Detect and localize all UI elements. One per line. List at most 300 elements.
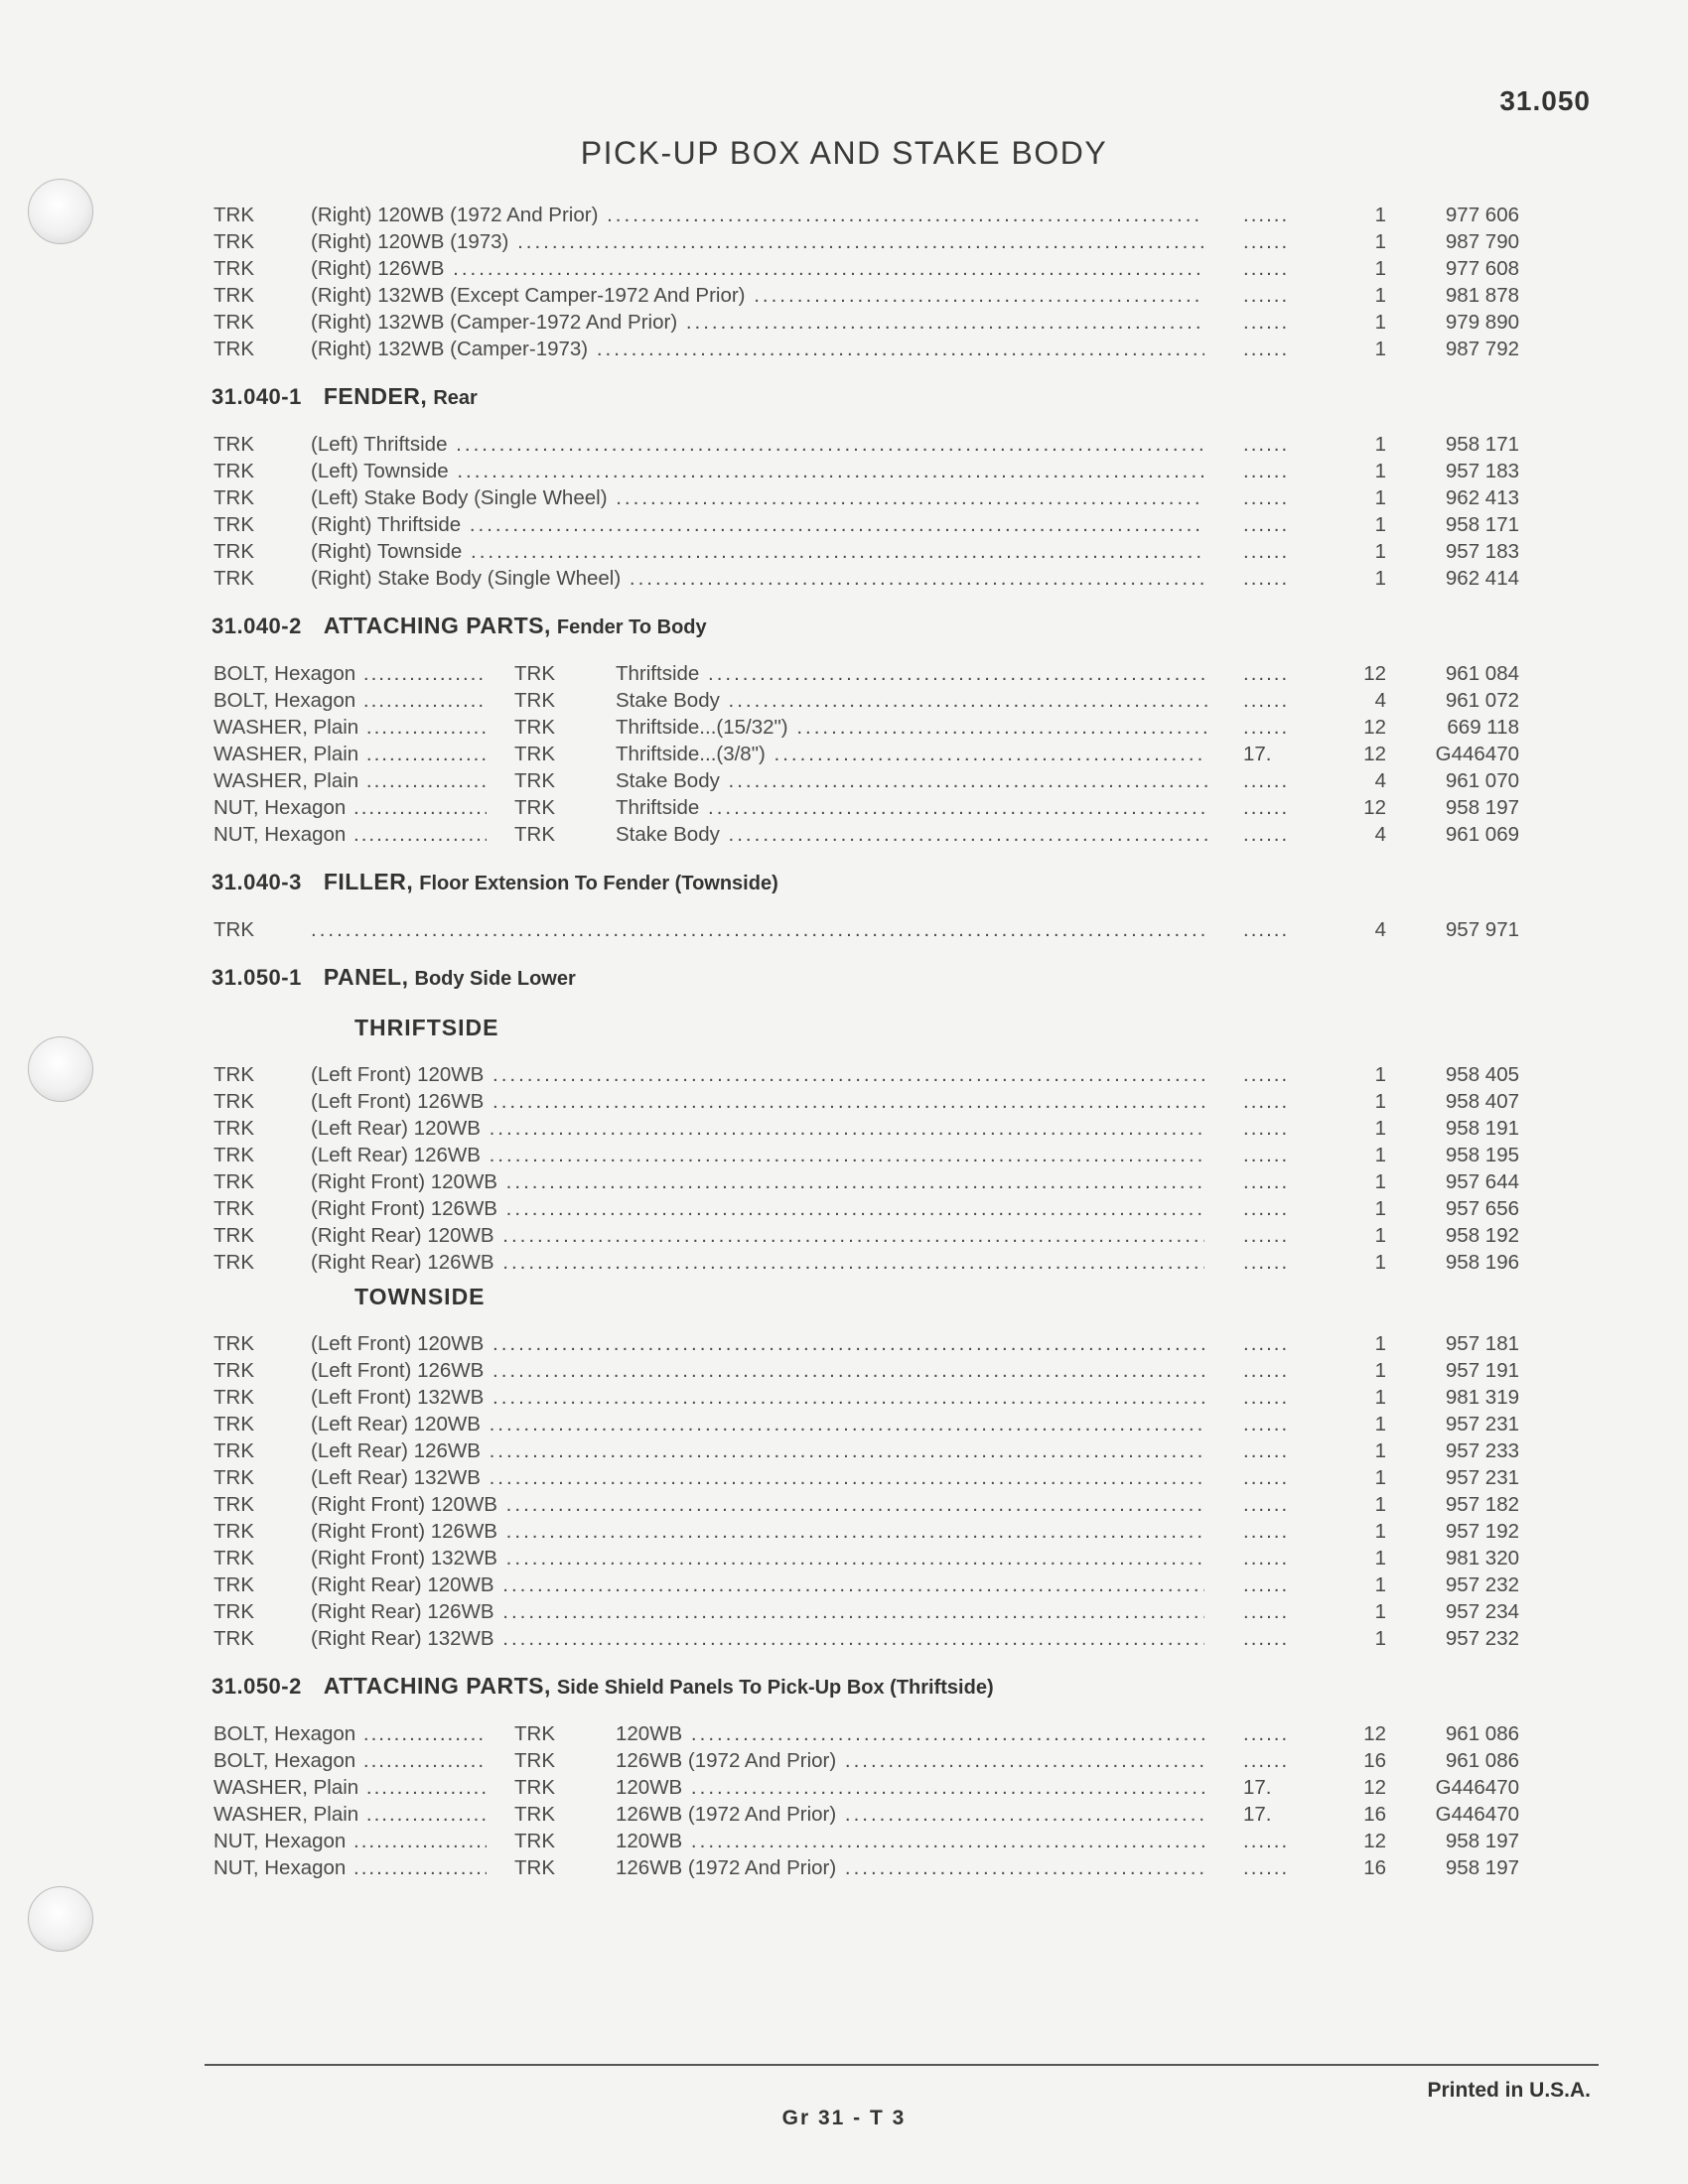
quantity: 1 xyxy=(1374,513,1386,536)
leader-dots: ...... xyxy=(1243,1090,1290,1113)
vehicle-code: TRK xyxy=(514,743,555,765)
part-row xyxy=(0,1571,1688,1598)
part-number: G446470 xyxy=(1435,743,1519,765)
part-number: G446470 xyxy=(1435,1776,1519,1799)
part-description: (Left Front) 126WB ..... xyxy=(311,1088,1204,1115)
leader-dots: ...... xyxy=(1243,1197,1290,1220)
quantity: 1 xyxy=(1374,1090,1386,1113)
leader-dots: ...... xyxy=(1243,338,1290,360)
quantity: 1 xyxy=(1374,1144,1386,1166)
quantity: 1 xyxy=(1374,1520,1386,1543)
leader-dots: ...... xyxy=(1243,513,1290,536)
leader-dots: ...... xyxy=(1243,284,1290,307)
section-heading xyxy=(211,865,778,898)
vehicle-code: TRK xyxy=(213,1332,254,1355)
leader-dots: ...... xyxy=(1243,1251,1290,1274)
vehicle-code: TRK xyxy=(514,1830,555,1852)
section-subtitle: Fender To Body xyxy=(556,616,707,638)
attaching-part-row xyxy=(0,1774,1688,1801)
part-number: 957 191 xyxy=(1445,1359,1519,1382)
quantity: 12 xyxy=(1363,716,1386,739)
part-description: (Right) 126WB ..... xyxy=(311,255,1204,282)
leader-dots: ...... xyxy=(1243,1413,1290,1435)
leader-dots: ...... xyxy=(1243,1749,1290,1772)
leader-dots: ...... xyxy=(1243,311,1290,334)
part-name: NUT, Hexagon ..... xyxy=(213,821,487,848)
quantity: 1 xyxy=(1374,1332,1386,1355)
section-heading xyxy=(211,1669,994,1703)
leader-dots: ...... xyxy=(1243,433,1290,456)
vehicle-code: TRK xyxy=(514,1856,555,1879)
part-description: (Left Rear) 120WB ..... xyxy=(311,1411,1204,1437)
part-number: 961 086 xyxy=(1445,1749,1519,1772)
part-number: 958 171 xyxy=(1445,513,1519,536)
vehicle-code: TRK xyxy=(213,204,254,226)
part-description: (Right) 120WB (1972 And Prior) ..... xyxy=(311,202,1204,228)
quantity: 1 xyxy=(1374,1413,1386,1435)
quantity: 1 xyxy=(1374,311,1386,334)
part-number: 957 181 xyxy=(1445,1332,1519,1355)
part-description: (Right Front) 126WB ..... xyxy=(311,1195,1204,1222)
attaching-part-row xyxy=(0,1828,1688,1854)
part-number: 957 231 xyxy=(1445,1413,1519,1435)
part-number: 957 192 xyxy=(1445,1520,1519,1543)
vehicle-code: TRK xyxy=(514,1776,555,1799)
leader-dots: ...... xyxy=(1243,567,1290,590)
vehicle-code: TRK xyxy=(213,1090,254,1113)
part-number: 957 231 xyxy=(1445,1466,1519,1489)
part-description: (Right Rear) 120WB ..... xyxy=(311,1222,1204,1249)
part-number: 981 320 xyxy=(1445,1547,1519,1570)
attaching-part-row xyxy=(0,741,1688,767)
leader-dots: ...... xyxy=(1243,716,1290,739)
part-row xyxy=(0,1195,1688,1222)
section-name: ATTACHING PARTS, xyxy=(323,613,551,638)
vehicle-code: TRK xyxy=(514,689,555,712)
part-number: 961 070 xyxy=(1445,769,1519,792)
quantity: 1 xyxy=(1374,1627,1386,1650)
part-number: 962 413 xyxy=(1445,486,1519,509)
leader-dots: ...... xyxy=(1243,1117,1290,1140)
reference-number: 17. xyxy=(1243,1803,1272,1826)
part-name: BOLT, Hexagon ..... xyxy=(213,1747,487,1774)
leader-dots: ...... xyxy=(1243,918,1290,941)
part-number: 958 197 xyxy=(1445,1856,1519,1879)
leader-dots: ...... xyxy=(1243,689,1290,712)
quantity: 1 xyxy=(1374,1359,1386,1382)
vehicle-code: TRK xyxy=(213,257,254,280)
part-name: NUT, Hexagon ..... xyxy=(213,1854,487,1881)
quantity: 16 xyxy=(1363,1749,1386,1772)
vehicle-code: TRK xyxy=(213,311,254,334)
part-row xyxy=(0,1168,1688,1195)
part-number: 957 183 xyxy=(1445,460,1519,482)
section-name: ATTACHING PARTS, xyxy=(323,1673,551,1699)
part-row xyxy=(0,336,1688,362)
part-row xyxy=(0,228,1688,255)
vehicle-code: TRK xyxy=(514,769,555,792)
part-description: (Left Front) 120WB ..... xyxy=(311,1061,1204,1088)
part-description: (Left Front) 126WB ..... xyxy=(311,1357,1204,1384)
page-title: PICK-UP BOX AND STAKE BODY xyxy=(580,135,1108,171)
leader-dots: ...... xyxy=(1243,1359,1290,1382)
section-name: FILLER, xyxy=(323,869,414,894)
vehicle-code: TRK xyxy=(213,338,254,360)
part-row xyxy=(0,1491,1688,1518)
part-name: WASHER, Plain ..... xyxy=(213,1801,487,1828)
quantity: 16 xyxy=(1363,1856,1386,1879)
vehicle-code: TRK xyxy=(514,823,555,846)
section-number: 31.050-1 xyxy=(211,965,302,990)
leader-dots: ...... xyxy=(1243,796,1290,819)
part-number: 957 233 xyxy=(1445,1439,1519,1462)
part-number: 987 792 xyxy=(1445,338,1519,360)
vehicle-code: TRK xyxy=(213,230,254,253)
part-description: 126WB (1972 And Prior) ..... xyxy=(616,1747,1207,1774)
part-description xyxy=(311,916,1204,943)
part-description: Stake Body ..... xyxy=(616,687,1207,714)
quantity: 1 xyxy=(1374,230,1386,253)
part-description: (Left Rear) 132WB ..... xyxy=(311,1464,1204,1491)
part-name: NUT, Hexagon ..... xyxy=(213,794,487,821)
part-number: 958 191 xyxy=(1445,1117,1519,1140)
quantity: 12 xyxy=(1363,1776,1386,1799)
quantity: 1 xyxy=(1374,284,1386,307)
vehicle-code: TRK xyxy=(213,1170,254,1193)
vehicle-code: TRK xyxy=(514,1803,555,1826)
part-number: 957 644 xyxy=(1445,1170,1519,1193)
part-description: (Right Front) 120WB ..... xyxy=(311,1168,1204,1195)
vehicle-code: TRK xyxy=(213,1627,254,1650)
vehicle-code: TRK xyxy=(213,1197,254,1220)
part-row xyxy=(0,1384,1688,1411)
part-row xyxy=(0,1518,1688,1545)
vehicle-code: TRK xyxy=(213,1600,254,1623)
part-row xyxy=(0,431,1688,458)
vehicle-code: TRK xyxy=(213,1386,254,1409)
quantity: 16 xyxy=(1363,1803,1386,1826)
section-subtitle: Body Side Lower xyxy=(414,968,576,990)
leader-dots: ...... xyxy=(1243,540,1290,563)
part-description: (Right Rear) 126WB ..... xyxy=(311,1598,1204,1625)
reference-number: 17. xyxy=(1243,743,1272,765)
part-name: BOLT, Hexagon ..... xyxy=(213,1720,487,1747)
attaching-part-row xyxy=(0,1720,1688,1747)
part-number: 958 197 xyxy=(1445,1830,1519,1852)
section-subtitle: Floor Extension To Fender (Townside) xyxy=(419,873,778,894)
part-row xyxy=(0,458,1688,484)
leader-dots: ...... xyxy=(1243,1386,1290,1409)
vehicle-code: TRK xyxy=(213,486,254,509)
part-number: 961 072 xyxy=(1445,689,1519,712)
part-number: 977 606 xyxy=(1445,204,1519,226)
part-number: 958 407 xyxy=(1445,1090,1519,1113)
quantity: 1 xyxy=(1374,1493,1386,1516)
attaching-part-row xyxy=(0,687,1688,714)
vehicle-code: TRK xyxy=(213,1520,254,1543)
quantity: 1 xyxy=(1374,1197,1386,1220)
part-description: (Left Rear) 126WB ..... xyxy=(311,1437,1204,1464)
part-description: 120WB ..... xyxy=(616,1774,1207,1801)
leader-dots: ...... xyxy=(1243,1830,1290,1852)
part-description: (Left Rear) 126WB ..... xyxy=(311,1142,1204,1168)
section-number: 31.040-3 xyxy=(211,870,302,894)
part-number: 961 069 xyxy=(1445,823,1519,846)
quantity: 4 xyxy=(1374,769,1386,792)
leader-dots: ...... xyxy=(1243,1627,1290,1650)
part-number: 957 232 xyxy=(1445,1573,1519,1596)
vehicle-code: TRK xyxy=(213,1493,254,1516)
part-description: Thriftside...(15/32") ..... xyxy=(616,714,1207,741)
part-description: (Right Rear) 132WB ..... xyxy=(311,1625,1204,1652)
part-row xyxy=(0,1330,1688,1357)
vehicle-code: TRK xyxy=(213,284,254,307)
leader-dots: ...... xyxy=(1243,1224,1290,1247)
page-number: 31.050 xyxy=(1499,85,1591,116)
leader-dots: ...... xyxy=(1243,230,1290,253)
vehicle-code: TRK xyxy=(514,716,555,739)
part-description: (Left) Townside ..... xyxy=(311,458,1204,484)
quantity: 1 xyxy=(1374,1547,1386,1570)
part-name: WASHER, Plain ..... xyxy=(213,1774,487,1801)
leader-dots: ...... xyxy=(1243,1573,1290,1596)
part-row xyxy=(0,1411,1688,1437)
attaching-part-row xyxy=(0,714,1688,741)
leader-dots: ...... xyxy=(1243,769,1290,792)
vehicle-code: TRK xyxy=(514,662,555,685)
part-number: 977 608 xyxy=(1445,257,1519,280)
vehicle-code: TRK xyxy=(213,1251,254,1274)
leader-dots: ...... xyxy=(1243,1547,1290,1570)
part-description: (Right) Stake Body (Single Wheel) ..... xyxy=(311,565,1204,592)
part-description: (Left) Thriftside ..... xyxy=(311,431,1204,458)
attaching-part-row xyxy=(0,821,1688,848)
part-row xyxy=(0,1357,1688,1384)
quantity: 1 xyxy=(1374,1063,1386,1086)
part-name: WASHER, Plain ..... xyxy=(213,741,487,767)
quantity: 12 xyxy=(1363,743,1386,765)
leader-dots: ...... xyxy=(1243,486,1290,509)
part-number: 669 118 xyxy=(1447,716,1519,739)
part-description: 126WB (1972 And Prior) ..... xyxy=(616,1801,1207,1828)
quantity: 1 xyxy=(1374,1170,1386,1193)
quantity: 1 xyxy=(1374,257,1386,280)
vehicle-code: TRK xyxy=(213,460,254,482)
part-number: 958 171 xyxy=(1445,433,1519,456)
part-row xyxy=(0,1088,1688,1115)
quantity: 1 xyxy=(1374,1466,1386,1489)
part-row xyxy=(0,511,1688,538)
vehicle-code: TRK xyxy=(213,1224,254,1247)
binder-hole xyxy=(28,1886,93,1952)
section-number: 31.040-1 xyxy=(211,384,302,409)
part-number: 958 196 xyxy=(1445,1251,1519,1274)
part-row xyxy=(0,1249,1688,1276)
part-number: 957 656 xyxy=(1445,1197,1519,1220)
part-number: 957 971 xyxy=(1445,918,1519,941)
leader-dots: ...... xyxy=(1243,1332,1290,1355)
part-description: Thriftside ..... xyxy=(616,660,1207,687)
quantity: 1 xyxy=(1374,460,1386,482)
part-number: 958 405 xyxy=(1445,1063,1519,1086)
quantity: 1 xyxy=(1374,1117,1386,1140)
part-row xyxy=(0,484,1688,511)
part-description: (Right) 132WB (Except Camper-1972 And Prior) ..... xyxy=(311,282,1204,309)
leader-dots: ...... xyxy=(1243,1439,1290,1462)
part-row xyxy=(0,1222,1688,1249)
part-description: (Right) 132WB (Camper-1973) ..... xyxy=(311,336,1204,362)
part-name: BOLT, Hexagon ..... xyxy=(213,660,487,687)
part-description: (Left Rear) 120WB ..... xyxy=(311,1115,1204,1142)
part-number: 957 232 xyxy=(1445,1627,1519,1650)
part-number: 987 790 xyxy=(1445,230,1519,253)
part-row xyxy=(0,565,1688,592)
part-description: (Right) Thriftside ..... xyxy=(311,511,1204,538)
leader-dots: ...... xyxy=(1243,1520,1290,1543)
quantity: 1 xyxy=(1374,1573,1386,1596)
part-row xyxy=(0,1437,1688,1464)
leader-dots: ...... xyxy=(1243,204,1290,226)
attaching-part-row xyxy=(0,1854,1688,1881)
quantity: 1 xyxy=(1374,486,1386,509)
section-subtitle: Side Shield Panels To Pick-Up Box (Thriftside) xyxy=(556,1677,994,1699)
quantity: 12 xyxy=(1363,1830,1386,1852)
part-number: 961 084 xyxy=(1445,662,1519,685)
part-description: Stake Body ..... xyxy=(616,767,1207,794)
vehicle-code: TRK xyxy=(213,1359,254,1382)
part-name: NUT, Hexagon ..... xyxy=(213,1828,487,1854)
vehicle-code: TRK xyxy=(514,796,555,819)
part-description: Stake Body ..... xyxy=(616,821,1207,848)
quantity: 4 xyxy=(1374,823,1386,846)
vehicle-code: TRK xyxy=(213,1439,254,1462)
part-number: 957 182 xyxy=(1445,1493,1519,1516)
part-row xyxy=(0,1464,1688,1491)
vehicle-code: TRK xyxy=(213,1573,254,1596)
leader-dots: ...... xyxy=(1243,1493,1290,1516)
section-number: 31.040-2 xyxy=(211,614,302,638)
part-number: 957 183 xyxy=(1445,540,1519,563)
part-row xyxy=(0,916,1688,943)
section-heading xyxy=(211,609,707,642)
part-description: (Right Front) 120WB ..... xyxy=(311,1491,1204,1518)
part-number: 981 319 xyxy=(1445,1386,1519,1409)
leader-dots: ...... xyxy=(1243,823,1290,846)
section-subtitle: Rear xyxy=(433,387,478,409)
leader-dots: ...... xyxy=(1243,1600,1290,1623)
quantity: 12 xyxy=(1363,1722,1386,1745)
reference-number: 17. xyxy=(1243,1776,1272,1799)
section-number: 31.050-2 xyxy=(211,1674,302,1699)
vehicle-code: TRK xyxy=(213,1144,254,1166)
section-heading xyxy=(211,379,478,413)
part-description: Thriftside ..... xyxy=(616,794,1207,821)
part-name: WASHER, Plain ..... xyxy=(213,714,487,741)
part-name: BOLT, Hexagon ..... xyxy=(213,687,487,714)
vehicle-code: TRK xyxy=(514,1749,555,1772)
quantity: 1 xyxy=(1374,433,1386,456)
part-description: 120WB ..... xyxy=(616,1828,1207,1854)
leader-dots: ...... xyxy=(1243,1856,1290,1879)
part-row xyxy=(0,538,1688,565)
vehicle-code: TRK xyxy=(213,567,254,590)
part-name: WASHER, Plain ..... xyxy=(213,767,487,794)
vehicle-code: TRK xyxy=(213,1466,254,1489)
leader-dots: ...... xyxy=(1243,1722,1290,1745)
footer-rule xyxy=(205,2064,1599,2066)
leader-dots: ...... xyxy=(1243,662,1290,685)
part-number: 957 234 xyxy=(1445,1600,1519,1623)
quantity: 1 xyxy=(1374,1600,1386,1623)
part-row xyxy=(0,1115,1688,1142)
leader-dots: ...... xyxy=(1243,1170,1290,1193)
part-number: 958 195 xyxy=(1445,1144,1519,1166)
group-heading: THRIFTSIDE xyxy=(354,1015,499,1040)
vehicle-code: TRK xyxy=(213,513,254,536)
part-number: 962 414 xyxy=(1445,567,1519,590)
quantity: 12 xyxy=(1363,662,1386,685)
vehicle-code: TRK xyxy=(213,433,254,456)
part-description: (Right Front) 132WB ..... xyxy=(311,1545,1204,1571)
vehicle-code: TRK xyxy=(213,1063,254,1086)
attaching-part-row xyxy=(0,767,1688,794)
part-description: (Left) Stake Body (Single Wheel) ..... xyxy=(311,484,1204,511)
part-description: (Left Front) 120WB ..... xyxy=(311,1330,1204,1357)
leader-dots: ...... xyxy=(1243,1144,1290,1166)
part-row xyxy=(0,1545,1688,1571)
quantity: 1 xyxy=(1374,1439,1386,1462)
group-heading: TOWNSIDE xyxy=(354,1284,486,1309)
vehicle-code: TRK xyxy=(514,1722,555,1745)
quantity: 1 xyxy=(1374,1251,1386,1274)
vehicle-code: TRK xyxy=(213,1117,254,1140)
part-row xyxy=(0,282,1688,309)
part-number: G446470 xyxy=(1435,1803,1519,1826)
vehicle-code: TRK xyxy=(213,1547,254,1570)
section-heading xyxy=(211,960,576,994)
part-description: 126WB (1972 And Prior) ..... xyxy=(616,1854,1207,1881)
quantity: 1 xyxy=(1374,567,1386,590)
attaching-part-row xyxy=(0,1801,1688,1828)
attaching-part-row xyxy=(0,660,1688,687)
quantity: 1 xyxy=(1374,338,1386,360)
quantity: 1 xyxy=(1374,204,1386,226)
part-row xyxy=(0,309,1688,336)
section-name: PANEL, xyxy=(323,964,409,990)
part-row xyxy=(0,1625,1688,1652)
leader-dots: ...... xyxy=(1243,1466,1290,1489)
leader-dots: ...... xyxy=(1243,460,1290,482)
vehicle-code: TRK xyxy=(213,918,254,941)
vehicle-code: TRK xyxy=(213,1413,254,1435)
attaching-part-row xyxy=(0,794,1688,821)
quantity: 4 xyxy=(1374,689,1386,712)
part-number: 961 086 xyxy=(1445,1722,1519,1745)
part-description: (Right Rear) 120WB ..... xyxy=(311,1571,1204,1598)
part-description: (Right Rear) 126WB ..... xyxy=(311,1249,1204,1276)
part-number: 958 192 xyxy=(1445,1224,1519,1247)
group-footer: Gr 31 - T 3 xyxy=(781,2107,907,2129)
part-description: (Left Front) 132WB ..... xyxy=(311,1384,1204,1411)
quantity: 1 xyxy=(1374,1386,1386,1409)
part-number: 979 890 xyxy=(1445,311,1519,334)
attaching-part-row xyxy=(0,1747,1688,1774)
part-description: 120WB ..... xyxy=(616,1720,1207,1747)
leader-dots: ...... xyxy=(1243,1063,1290,1086)
quantity: 1 xyxy=(1374,1224,1386,1247)
part-row xyxy=(0,1061,1688,1088)
vehicle-code: TRK xyxy=(213,540,254,563)
